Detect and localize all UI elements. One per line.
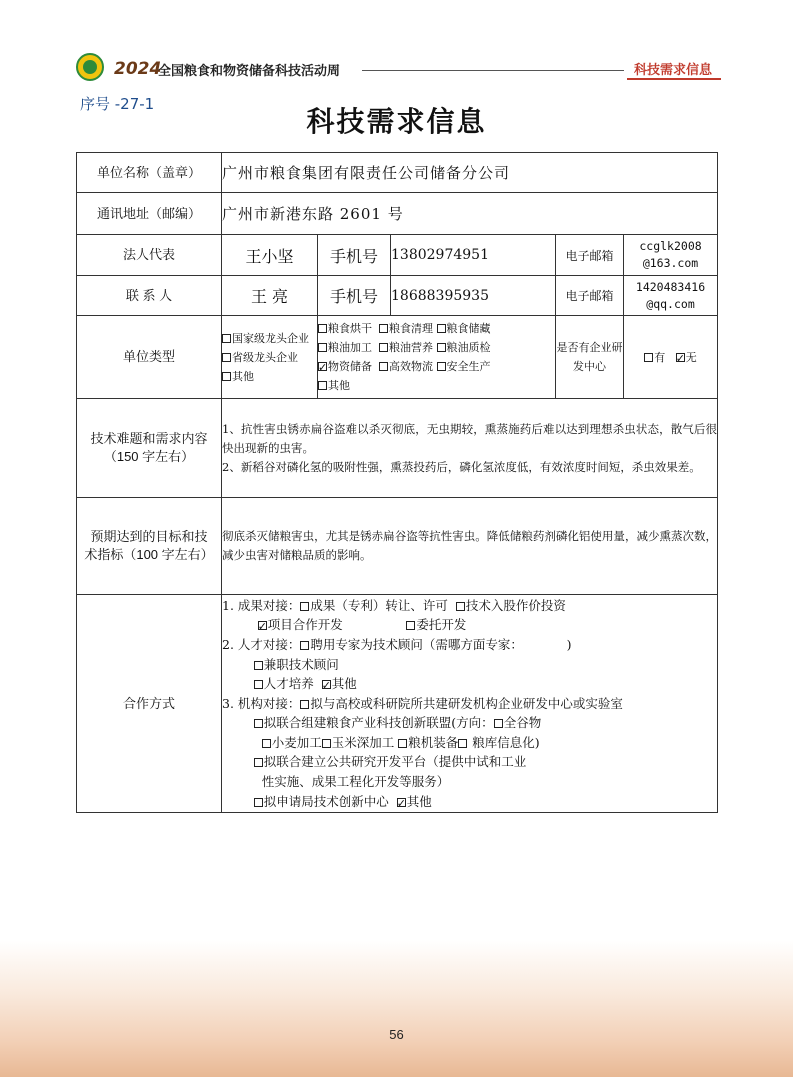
coop-line-9: 拟联合建立公共研究开发平台（提供中试和工业 bbox=[222, 752, 717, 772]
legal-rep-phone-label: 手机号 bbox=[318, 235, 391, 276]
unit-type-label: 单位类型 bbox=[77, 316, 222, 399]
checkbox-icon[interactable] bbox=[318, 381, 327, 390]
checkbox-icon[interactable] bbox=[322, 739, 331, 748]
address-value: 广州市新港东路 2601 号 bbox=[222, 193, 718, 235]
header-year: 2024 bbox=[114, 59, 162, 79]
contact-phone-value: 18688395935 bbox=[391, 276, 556, 316]
option-national-leader: 国家级龙头企业 bbox=[222, 329, 317, 348]
checkbox-icon[interactable] bbox=[458, 739, 467, 748]
email-part-1: ccglk2008 bbox=[639, 239, 702, 253]
checkbox-icon[interactable] bbox=[437, 362, 446, 371]
checkbox-icon[interactable] bbox=[222, 334, 231, 343]
checkbox-icon[interactable] bbox=[379, 362, 388, 371]
checkbox-icon[interactable] bbox=[254, 798, 263, 807]
email-part-2: @163.com bbox=[642, 256, 699, 270]
cooperation-label: 合作方式 bbox=[77, 595, 222, 813]
header-divider bbox=[362, 70, 624, 71]
checkbox-icon[interactable] bbox=[437, 343, 446, 352]
checkbox-icon[interactable] bbox=[262, 739, 271, 748]
header-section-label: 科技需求信息 bbox=[634, 63, 713, 78]
problem-text: 1、抗性害虫锈赤扁谷盗难以杀灭彻底，无虫期较，熏蒸施药后难以达到理想杀虫状态，散气后很快出现新的虫害。 2、新稻谷对磷化氢的吸附性强，熏蒸投药后，磷化氢浓度低，有效浓度时间短，杀虫效果差。 bbox=[222, 399, 718, 498]
field-row-1: 粮食烘干 粮食清理 粮食储藏 bbox=[318, 319, 555, 338]
rd-center-label: 是否有企业研发中心 bbox=[556, 316, 624, 399]
legal-rep-label: 法人代表 bbox=[77, 235, 222, 276]
page-header bbox=[0, 0, 793, 90]
header-event-title: 全国粮食和物资储备科技活动周 bbox=[158, 64, 341, 79]
coop-line-2: ✓项目合作开发 委托开发 bbox=[222, 615, 717, 635]
row-cooperation bbox=[77, 595, 718, 813]
contact-value: 王 亮 bbox=[222, 276, 318, 316]
legal-rep-email-label: 电子邮箱 bbox=[556, 235, 624, 276]
checkbox-icon[interactable] bbox=[254, 719, 263, 728]
checkbox-icon[interactable] bbox=[379, 343, 388, 352]
coop-line-6: 3. 机构对接： 拟与高校或科研院所共建研发机构企业研发中心或实验室 bbox=[222, 695, 623, 711]
rd-center-options: 有 ✓ 无 bbox=[624, 316, 718, 399]
unit-name-label: 单位名称（盖章） bbox=[77, 153, 222, 193]
demand-form-table bbox=[76, 152, 718, 813]
checkbox-icon[interactable] bbox=[318, 324, 327, 333]
checkbox-icon[interactable] bbox=[456, 602, 465, 611]
checkbox-icon[interactable] bbox=[379, 324, 388, 333]
coop-line-3: 2. 人才对接： 聘用专家为技术顾问（需哪方面专家： ) bbox=[222, 636, 572, 652]
legal-rep-value: 王小坚 bbox=[222, 235, 318, 276]
field-row-4: 其他 bbox=[318, 376, 555, 395]
unit-type-field-options bbox=[318, 316, 556, 399]
checkbox-icon[interactable] bbox=[254, 758, 263, 767]
checkbox-icon[interactable] bbox=[437, 324, 446, 333]
checkbox-icon[interactable] bbox=[398, 739, 407, 748]
email-part-2: @qq.com bbox=[646, 296, 695, 311]
row-legal-rep bbox=[77, 235, 718, 276]
page-number: 56 bbox=[389, 1027, 404, 1042]
header-section-underline bbox=[627, 78, 721, 80]
checkbox-icon[interactable] bbox=[222, 372, 231, 381]
coop-line-4: 兼职技术顾问 bbox=[222, 655, 717, 675]
coop-line-8: 小麦加工 玉米深加工 粮机装备 粮库信息化) bbox=[222, 733, 717, 753]
coop-line-5: 人才培养 ✓ 其他 bbox=[222, 674, 717, 694]
row-problem bbox=[77, 399, 718, 498]
page-title: 科技需求信息 bbox=[306, 105, 487, 138]
unit-name-value: 广州市粮食集团有限责任公司储备分公司 bbox=[222, 153, 718, 193]
row-goal bbox=[77, 498, 718, 595]
checkbox-icon[interactable] bbox=[254, 661, 263, 670]
coop-line-10: 性实施、成果工程化开发等服务） bbox=[261, 774, 450, 790]
checkbox-checked-icon[interactable] bbox=[258, 621, 267, 630]
checkbox-icon[interactable] bbox=[300, 641, 309, 650]
checkbox-icon[interactable] bbox=[254, 680, 263, 689]
checkbox-checked-icon[interactable] bbox=[397, 798, 406, 807]
coop-line-11: 拟申请局技术创新中心 ✓ 其他 bbox=[222, 792, 717, 812]
field-row-2: 粮油加工 粮油营养 粮油质检 bbox=[318, 338, 555, 357]
checkbox-icon[interactable] bbox=[318, 343, 327, 352]
checkbox-icon[interactable] bbox=[300, 700, 309, 709]
goal-text: 彻底杀灭储粮害虫，尤其是锈赤扁谷盗等抗性害虫。降低储粮药剂磷化铝使用量，减少熏蒸次数，减少虫害对储粮品质的影响。 bbox=[222, 498, 718, 595]
option-provincial-leader: 省级龙头企业 bbox=[222, 348, 317, 367]
checkbox-checked-icon[interactable] bbox=[676, 353, 685, 362]
row-unit-name bbox=[77, 153, 718, 193]
row-unit-type bbox=[77, 316, 718, 399]
contact-email-label: 电子邮箱 bbox=[556, 276, 624, 316]
legal-rep-email-value bbox=[624, 235, 718, 276]
footer-decoration bbox=[0, 940, 793, 1077]
event-logo-icon bbox=[76, 53, 104, 81]
checkbox-icon[interactable] bbox=[644, 353, 653, 362]
legal-rep-phone-value: 13802974951 bbox=[391, 235, 556, 276]
row-contact bbox=[77, 276, 718, 316]
option-other-level: 其他 bbox=[222, 367, 317, 386]
email-part-1: 1420483416 bbox=[635, 279, 706, 294]
checkbox-icon[interactable] bbox=[494, 719, 503, 728]
unit-type-level-options bbox=[222, 316, 318, 399]
problem-label: 技术难题和需求内容 （150 字左右） bbox=[77, 399, 222, 498]
checkbox-checked-icon[interactable] bbox=[322, 680, 331, 689]
checkbox-icon[interactable] bbox=[406, 621, 415, 630]
contact-label: 联 系 人 bbox=[77, 276, 222, 316]
contact-phone-label: 手机号 bbox=[318, 276, 391, 316]
coop-line-7: 拟联合组建粮食产业科技创新联盟(方向： 全谷物 bbox=[222, 713, 717, 733]
checkbox-checked-icon[interactable] bbox=[318, 362, 327, 371]
contact-email-value bbox=[624, 276, 718, 316]
serial-number: 序号 -27-1 bbox=[80, 95, 155, 113]
checkbox-icon[interactable] bbox=[300, 602, 309, 611]
row-address bbox=[77, 193, 718, 235]
goal-label: 预期达到的目标和技 术指标（100 字左右） bbox=[77, 498, 222, 595]
checkbox-icon[interactable] bbox=[222, 353, 231, 362]
field-row-3: ✓物资储备 高效物流 安全生产 bbox=[318, 357, 555, 376]
address-label: 通讯地址（邮编） bbox=[77, 193, 222, 235]
cooperation-options bbox=[222, 595, 718, 813]
coop-line-1: 1. 成果对接： 成果（专利）转让、许可 技术入股作价投资 bbox=[222, 597, 566, 613]
